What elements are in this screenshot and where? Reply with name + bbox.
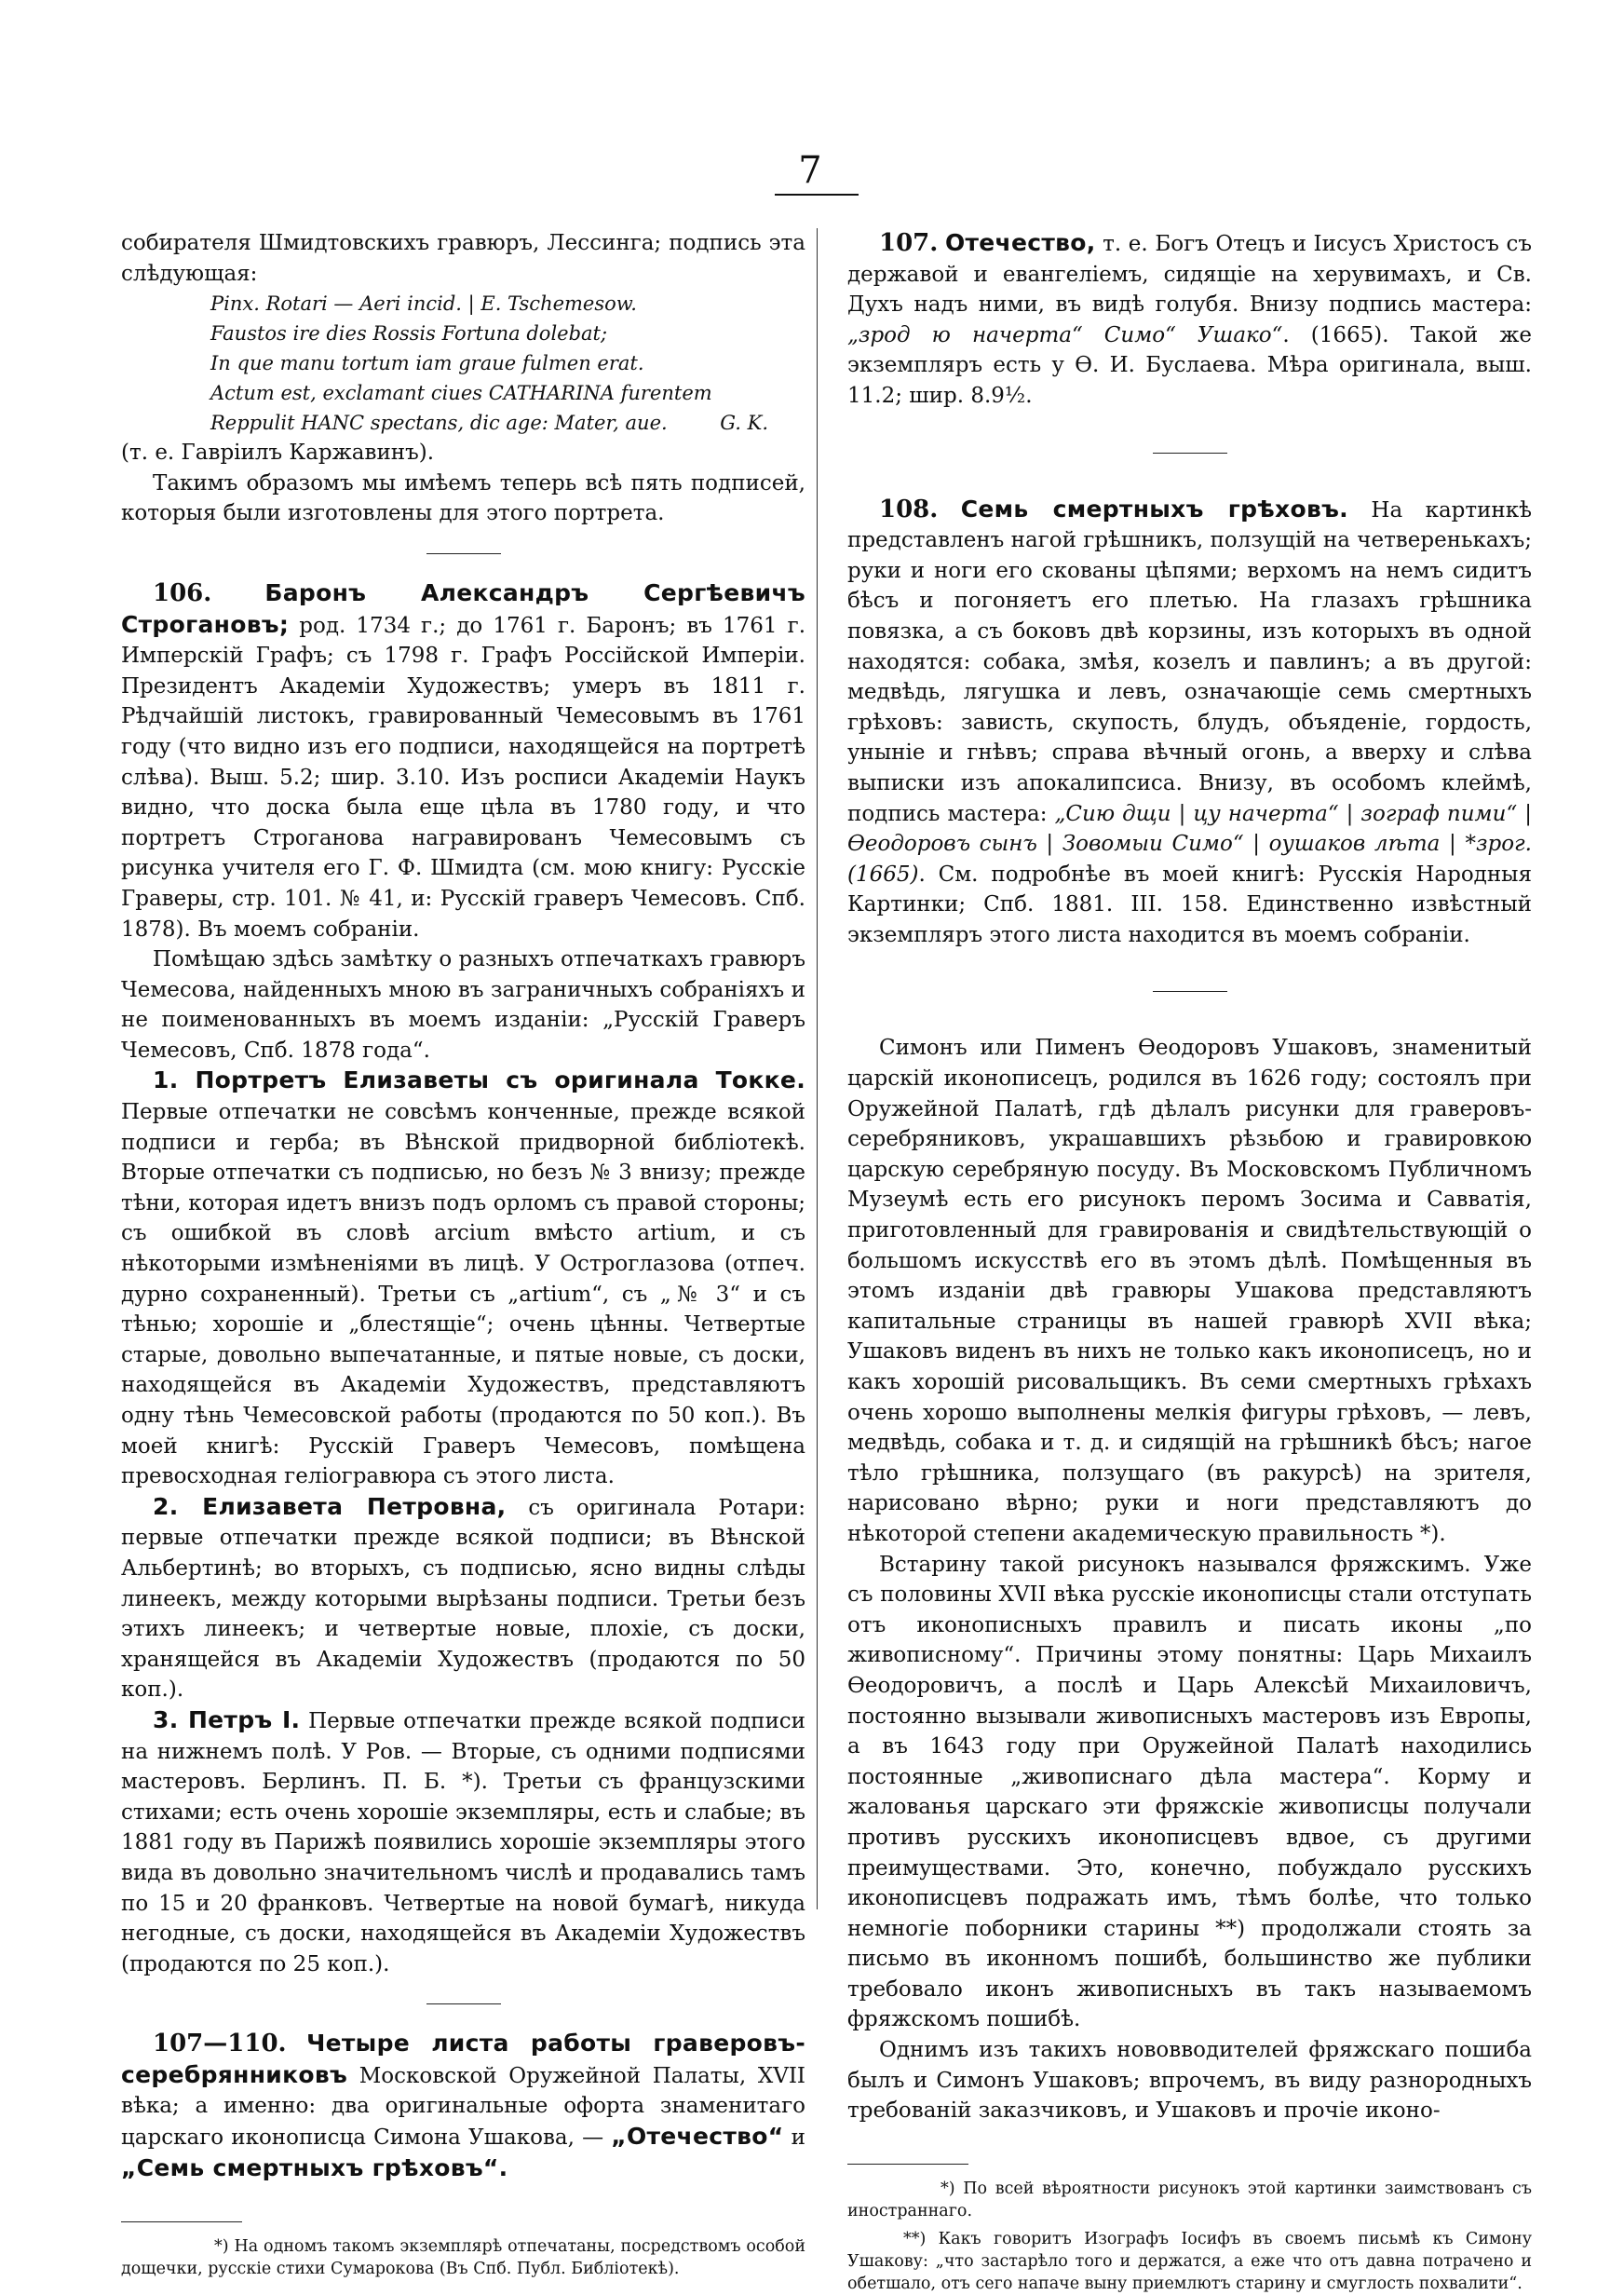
- item-108: 108. Семь смертныхъ грѣховъ. На картинкѣ представленъ нагой грѣшникъ, ползущiй на четверенькахъ; руки и ноги его скованы цѣпями; верхомъ на немъ сидитъ бѣсъ и погоняетъ его плетью. На глазахъ грѣшника повязка, а съ боковъ двѣ корзины, изъ которыхъ въ одной находятся: собака, змѣя, козелъ и павлинъ; а въ другой: медвѣдь, лягушка и левъ, означающiе семь смертныхъ грѣховъ: зависть, скупость, блудъ, объяденiе, гордость, унынiе и гнѣвъ; справа вѣчный огонь, а вверху и слѣва выписки изъ апокалипсиса. Внизу, въ особомъ клеймѣ, подпись мастера: „Сию дщи | цу начерта“ | зограф пими“ | Ѳеодоровъ сынъ | Зовомыи Симо“ | оушаков лѣта | *зрог. (1665). См. подробнѣе въ моей книгѣ: Русскiя Народныя Картинки; Спб. 1881. III. 158. Единственно извѣстный экземпляръ этого листа находится въ моемъ собранiи.: [847, 495, 1533, 947]
- footnote: *) По всей вѣроятности рисунокъ этой картинки заимствованъ съ иностраннаго.: [847, 2179, 1532, 2220]
- portrait-3: 3. Петръ I. Первые отпечатки прежде всякой подписи на нижнемъ полѣ. У Ров. — Вторые, съ одними подписями мастеровъ. Берлинъ. П. Б. *). Третьи съ французскими стихами; есть очень хорошiе экземпляры, есть и слабые; въ 1881 году въ Парижѣ появились хорошiе экземпляры этого вида въ довольно значительномъ числѣ и продавались тамъ по 15 и 20 франковъ. Четвертые на новой бумагѣ, никуда негодные, съ доски, находящейся въ Академiи Художествъ (продаются по 25 коп.).: [121, 1705, 805, 1976]
- portrait-2: 2. Елизавета Петровна, съ оригинала Ротари: первые отпечатки прежде всякой подписи; въ Вѣнской Альбертинѣ; во вторыхъ, съ подписью, ясно видны слѣды линеекъ, между которыми вырѣзаны подписи. Третьи безъ этихъ линеекъ; и четвертые новые, плохiе, съ доски, хранящейся въ Академiи Художествъ (продаются по 50 коп.).: [121, 1492, 805, 1703]
- separator: [1153, 453, 1227, 454]
- verse-line: Actum est, exclamant ciues CATHARINA furentem: [210, 382, 712, 405]
- note-intro: Помѣщаю здѣсь замѣтку о разныхъ отпечаткахъ гравюръ Чемесова, найденныхъ мною въ заграничныхъ собранiяхъ и не поименованныхъ въ моемъ изданiи: „Русскiй Граверъ Чемесовъ, Спб. 1878 года“.: [121, 947, 806, 1063]
- footnote: *) На одномъ такомъ экземплярѣ отпечатаны, посредствомъ особой дощечки, русскiе стихи Сумарокова (Въ Спб. Публ. Библiотекѣ).: [121, 2237, 805, 2279]
- footnote-rule: [121, 2221, 242, 2222]
- item-106: 106. Баронъ Александръ Сергѣевичъ Строгановъ; род. 1734 г.; до 1761 г. Баронъ; въ 1761 г. Имперскiй Графъ; съ 1798 г. Графъ Россiйской Имперiи. Президентъ Академiи Художествъ; умеръ въ 1811 г. Рѣдчайшiй листокъ, гравированный Чемесовымъ въ 1761 году (что видно изъ его подписи, находящейся на портретѣ слѣва). Выш. 5.2; шир. 3.10. Изъ росписи Академiи Наукъ видно, что доска была еще цѣла въ 1780 году, и что портретъ Строганова награвированъ Чемесовымъ съ рисунка учителя его Г. Ф. Шмидта (см. мою книгу: Русскiе Граверы, стр. 101. № 41, и: Русскiй граверъ Чемесовъ. Спб. 1878). Въ моемъ собранiи.: [121, 578, 806, 942]
- biography-paragraph: Встарину такой рисунокъ назывался фряжскимъ. Уже съ половины XVII вѣка русскiе иконописцы стали отступать отъ иконописныхъ правилъ и писать иконы „по живописному“. Причины этому понятны: Царь Михаилъ Ѳеодоровичъ, а послѣ и Царь Алексѣй Михаиловичъ, постоянно вызывали живописныхъ мастеровъ изъ Европы, а въ 1643 году при Оружейной Палатѣ находились постоянные „живописнаго дѣла мастера“. Корму и жалованья царскаго эти фряжскiе живописцы получали противъ русскихъ иконописцевъ вдвое, съ другими преимуществами. Это, конечно, побуждало русскихъ иконописцевъ подражать имъ, тѣмъ болѣе, что только немногiе поборники старины **) продолжали стоять за письмо въ иконномъ пошибѣ, большинство же публики требовало иконъ живописныхъ въ такъ называемомъ фряжскомъ пошибѣ.: [847, 1552, 1532, 2032]
- verse-line: In que manu tortum iam graue fulmen erat.: [210, 352, 644, 375]
- item-107-110: 107—110. Четыре листа работы граверовъ-серебрянниковъ Московской Оружейной Палаты, XVII вѣка; а именно: два оригинальные офорта знаменитаго царскаго иконописца Симона Ушакова, — „Отечество“ и „Семь смертныхъ грѣховъ“.: [121, 2030, 806, 2181]
- portrait-1: 1. Портретъ Елизаветы съ оригинала Токке. Первые отпечатки не совсѣмъ конченные, прежде всякой подписи и герба; въ Вѣнской придворной библiотекѣ. Вторые отпечатки съ подписью, но безъ № 3 внизу; прежде тѣни, которая идетъ внизъ подъ орломъ съ правой стороны; съ ошибкой въ словѣ arcium вмѣсто artium, и съ нѣкоторыми измѣненiями въ лицѣ. У Остроглазова (отпеч. дурно сохраненный). Третьи съ „artium“, съ „№ 3“ и съ тѣнью; хорошiе и „блестящiе“; очень цѣнны. Четвертые старые, довольно выпечатанные, и пятые новые, съ доски, находящейся въ Академiи Художествъ, представляютъ одну тѣнь Чемесовской работы (продаются по 50 коп.). Въ моей книгѣ: Русскiй Граверъ Чемесовъ, помѣщена превосходная гелiогравюра съ этого листа.: [121, 1066, 805, 1489]
- page-number-rule: [775, 194, 859, 196]
- verse-line: Reppulit HANC spectans, dic age: Mater, aue. G. K.: [210, 408, 805, 438]
- right-column: [847, 228, 1532, 2295]
- column-divider: [817, 228, 818, 1909]
- verse-line: Pinx. Rotari — Aeri incid. | E. Tschemesow.: [210, 292, 637, 316]
- verse-after: (т. е. Гаврiилъ Каржавинъ).: [121, 441, 435, 466]
- footnote: **) Какъ говоритъ Изографъ Iосифъ въ своемъ письмѣ къ Симону Ушакову: „что застарѣло того и держатся, а еже что отъ давна потрачено и обетшало, отъ сего напаче выну приемлютъ старину и смуглость похвалити“.: [847, 2229, 1532, 2293]
- closing-paragraph: Такимъ образомъ мы имѣемъ теперь всѣ пять подписей, которыя были изготовлены для этого портрета.: [121, 470, 805, 526]
- item-107-signature: „зрод ю начерта“ Симо“ Ушако“: [847, 322, 1283, 347]
- footnote-rule: [847, 2164, 968, 2165]
- item-106-title: Баронъ Александръ Сергѣевичъ Строгановъ;: [121, 578, 806, 638]
- verse-line: Faustos ire dies Rossis Fortuna dolebat;: [210, 322, 608, 346]
- item-107: 107. Отечество, т. е. Богъ Отецъ и Iисусъ Христосъ съ державой и евангелiемъ, сидящiе на херувимахъ, и Св. Духъ надъ ними, въ видѣ голубя. Внизу подпись мастера: „зрод ю начерта“ Симо“ Ушако“. (1665). Такой же экземпляръ есть у Ѳ. И. Буслаева. Мѣра оригинала, выш. 11.2; шир. 8.9½.: [847, 229, 1532, 408]
- latin-verse: [121, 289, 805, 438]
- biography-paragraph: Однимъ изъ такихъ нововводителей фряжскаго пошиба былъ и Симонъ Ушаковъ; впрочемъ, въ виду разнородныхъ требованiй заказчиковъ, и Ушаковъ и прочiе иконо-: [847, 2038, 1532, 2124]
- biography-paragraph: Симонъ или Пименъ Ѳеодоровъ Ушаковъ, знаменитый царскiй иконописецъ, родился въ 1626 году; состоялъ при Оружейной Палатѣ, гдѣ дѣлалъ рисунки для граверовъ-серебряниковъ, украшавшихъ рѣзьбою и гравировкою царскую серебряную посуду. Въ Московскомъ Публичномъ Музеумѣ есть его рисунокъ перомъ Зосима и Савватiя, приготовленный для гравированiя и свидѣтельствующiй о большомъ искусствѣ его въ этомъ дѣлѣ. Помѣщенныя въ этомъ изданiи двѣ гравюры Ушакова представляютъ капитальные страницы въ нашей гравюрѣ XVII вѣка; Ушаковъ виденъ въ нихъ не только какъ иконописецъ, но и какъ хорошiй рисовальщикъ. Въ семи смертныхъ грѣхахъ очень хорошо выполнены мелкiя фигуры грѣховъ, — левъ, медвѣдь, собака и т. д. и сидящiй на грѣшникѣ бѣсъ; нагое тѣло грѣшника, ползущаго (въ ракурсѣ) на зрителя, нарисовано вѣрно; руки и ноги представляютъ до нѣкоторой степени академическую правильность *).: [847, 1036, 1532, 1546]
- separator: [426, 553, 501, 554]
- left-intro: собирателя Шмидтовскихъ гравюръ, Лессинга; подпись эта слѣдующая:: [121, 231, 805, 286]
- verse-signature: G. K.: [720, 412, 768, 435]
- item-108-signature: „Сию дщи | цу начерта“ | зограф пими“ | Ѳеодоровъ сынъ | Зовомыи Симо“ | оушаков лѣта | *зрог. (1665): [847, 801, 1532, 887]
- left-column: [121, 228, 805, 2280]
- separator: [426, 2003, 501, 2004]
- separator: [1153, 991, 1227, 992]
- page-number: 7: [798, 149, 822, 192]
